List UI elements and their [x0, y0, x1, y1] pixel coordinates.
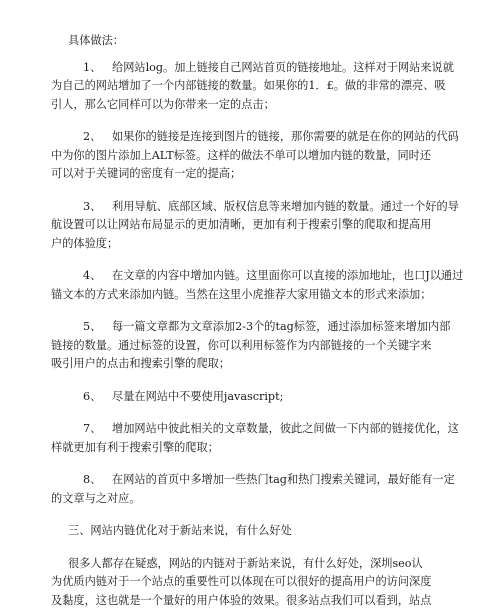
- list-item-line: [51, 59, 466, 78]
- list-item: [51, 59, 466, 115]
- closing-line: 很多人都存在疑惑，网站的内链对于新站来说，有什么好处，深圳seo认: [51, 555, 466, 574]
- list-item-number: 1、: [68, 59, 112, 78]
- list-item-number: 8、: [68, 471, 112, 490]
- list-item-number: 7、: [68, 420, 112, 439]
- list-item-line: 中为你的图片添加上ALT标签。这样的做法不单可以增加内链的数量，同时还: [51, 147, 466, 166]
- list-item-line: 航设置可以让网站布局显示的更加清晰，更加有利于搜索引擎的爬取和提高用: [51, 216, 466, 235]
- list-item-line: 为自己的网站增加了一个内部链接的数量。如果你的1．£。做的非常的漂亮、吸: [51, 77, 466, 96]
- list-item-line: [51, 198, 466, 217]
- list-item: [51, 388, 466, 407]
- list-item-line: 引人，那么它同样可以为你带来一定的点击；: [51, 96, 466, 115]
- list-item-line: 链接的数量。通过标签的设置，你可以利用标签作为内部链接的一个关键字来: [51, 337, 466, 356]
- list-item-line: 吸引用户的点击和搜索引擎的爬取；: [51, 355, 466, 374]
- list-item-text: 尽量在网站中不要使用javascript;: [112, 390, 283, 403]
- list-item-number: 4、: [68, 267, 112, 286]
- list-item: [51, 267, 466, 304]
- list-item-number: 3、: [68, 198, 112, 217]
- list-item: [51, 128, 466, 184]
- list-item-line: 样就更加有利于搜索引擎的爬取；: [51, 439, 466, 458]
- list-item-number: 6、: [68, 388, 112, 407]
- list-item-line: [51, 267, 466, 286]
- list-item-text: 增加网站中彼此相关的文章数量，彼此之间做一下内部的链接优化，这: [112, 422, 459, 435]
- list-item-line: [51, 420, 466, 439]
- closing-line: 及黏度，这也就是一个量好的用户体验的效果。很多站点我们可以看到，站点: [51, 592, 466, 610]
- list-item-text: 给网站log。加上链接自己网站首页的链接地址。这样对于网站来说就: [112, 61, 454, 74]
- list-item-line: 锚文本的方式来添加内链。当然在这里小虎推荐大家用锚文本的形式来添加；: [51, 286, 466, 305]
- list-item-line: 的文章与之对应。: [51, 490, 466, 509]
- closing-line: 为优质内链对于一个站点的重要性可以体现在可以很好的提高用户的访问深度: [51, 573, 466, 592]
- list-item: [51, 318, 466, 374]
- list-item-line: [51, 318, 466, 337]
- section-title-block: [51, 522, 466, 541]
- closing-paragraph: [51, 555, 466, 610]
- list-item-line: [51, 471, 466, 490]
- list-item-text: 在网站的首页中多增加一些热门tag和热门搜索关键词，最好能有一定: [112, 473, 455, 486]
- list-item-number: 5、: [68, 318, 112, 337]
- list-item-line: [51, 388, 466, 407]
- list-item-line: [51, 128, 466, 147]
- list-item-number: 2、: [68, 128, 112, 147]
- steps-list: [51, 59, 466, 509]
- section-title: 三、网站内链优化对于新站来说，有什么好处: [51, 522, 466, 541]
- section-heading: 具体做法：: [51, 32, 466, 51]
- list-item-line: 可以对于关键词的密度有一定的提高；: [51, 165, 466, 184]
- list-item-line: 户的体验度；: [51, 235, 466, 254]
- list-item-text: 每一篇文章都为文章添加2-3个的tag标签，通过添加标签来增加内部: [112, 320, 450, 333]
- list-item-text: 如果你的链接是连接到图片的链接，那你需要的就是在你的网站的代码: [112, 130, 459, 143]
- list-item-text: 利用导航、底部区域、版权信息等来增加内链的数量。通过一个好的导: [112, 200, 459, 213]
- list-item: [51, 198, 466, 254]
- list-item: [51, 471, 466, 508]
- list-item-text: 在文章的内容中增加内链。这里面你可以直接的添加地址，也口J以通过: [112, 269, 463, 282]
- list-item: [51, 420, 466, 457]
